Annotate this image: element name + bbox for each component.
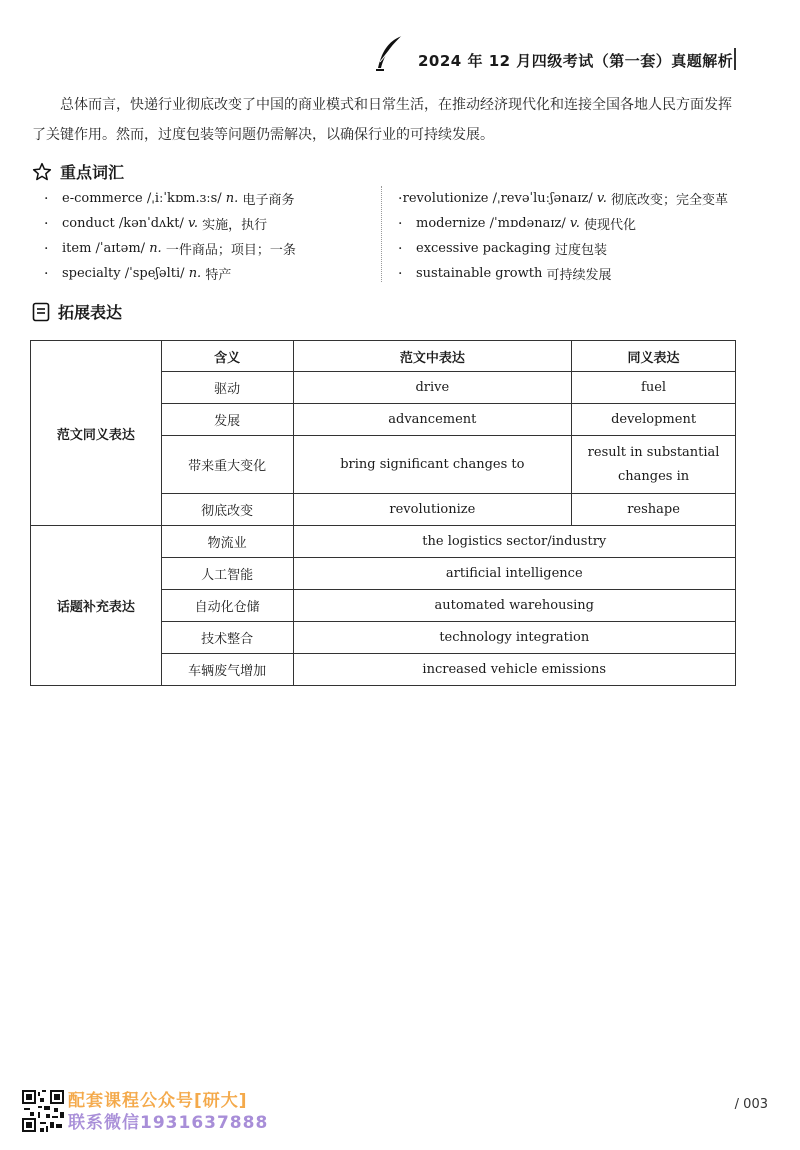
cell-expression: artificial intelligence	[293, 558, 735, 590]
cell-expression: the logistics sector/industry	[293, 526, 735, 558]
cell-essay: advancement	[293, 404, 572, 436]
promo-line-2: 联系微信1931637888	[68, 1113, 269, 1133]
vocab-pos: v.	[188, 216, 198, 231]
cell-meaning: 彻底改变	[161, 494, 293, 526]
vocab-item	[44, 261, 374, 286]
cell-synonym: reshape	[572, 494, 736, 526]
table-row	[31, 526, 736, 558]
cell-expression: technology integration	[293, 622, 735, 654]
vocab-meaning: 一件商品；项目；一条	[165, 243, 296, 258]
vocab-item	[398, 186, 728, 211]
summary-paragraph: 总体而言，快递行业彻底改变了中国的商业模式和日常生活，在推动经济现代化和连接全国各地人民方面发挥了关键作用。然而，过度包装等问题仍需解决，以确保行业的可持续发展。	[32, 97, 732, 143]
vocab-item	[44, 236, 374, 261]
cell-meaning: 驱动	[161, 372, 293, 404]
group-label: 范文同义表达	[31, 341, 162, 526]
vocab-word: specialty	[62, 266, 121, 281]
cell-essay: revolutionize	[293, 494, 572, 526]
expansion-heading	[32, 300, 122, 323]
vocab-item	[44, 211, 374, 236]
vocab-meaning: 彻底改变；完全变革	[610, 193, 728, 208]
cell-meaning: 带来重大变化	[161, 436, 293, 494]
vocab-pos: n.	[149, 241, 162, 256]
vocab-heading	[32, 160, 124, 183]
bullet: ·	[44, 215, 49, 232]
cell-meaning: 自动化仓储	[161, 590, 293, 622]
bullet: ·	[398, 190, 403, 207]
header-divider	[734, 48, 736, 70]
vocab-pos: n.	[225, 191, 239, 206]
vocab-meaning: 实施，执行	[202, 218, 268, 233]
promo-banner	[68, 1090, 268, 1134]
group-label: 话题补充表达	[31, 526, 162, 686]
bullet: ·	[398, 215, 403, 232]
vocab-meaning: 电子商务	[242, 193, 295, 208]
page-header	[372, 34, 740, 74]
bullet: ·	[44, 265, 49, 282]
promo-line-1: 配套课程公众号[研大]	[68, 1091, 248, 1111]
cell-essay: drive	[293, 372, 572, 404]
vocab-right-column	[398, 186, 728, 286]
cell-meaning: 车辆废气增加	[161, 654, 293, 686]
vocab-pron: /ˈaɪtəm/	[95, 241, 146, 256]
vocab-pron: /ˌiːˈkɒm.ɜːs/	[146, 191, 222, 206]
cell-meaning: 物流业	[161, 526, 293, 558]
vocab-pos: v.	[596, 191, 607, 206]
qr-code-icon	[22, 1090, 64, 1132]
cell-synonym: fuel	[572, 372, 736, 404]
bullet: ·	[398, 265, 403, 282]
cell-synonym: result in substantial changes in	[572, 436, 736, 494]
cell-essay: bring significant changes to	[293, 436, 572, 494]
table-header-row	[31, 341, 736, 372]
expansion-table	[30, 340, 736, 686]
vocab-word: revolutionize	[402, 191, 489, 206]
cell-expression: increased vehicle emissions	[293, 654, 735, 686]
vocab-meaning: 过度包装	[554, 243, 607, 258]
feather-pen-icon	[372, 34, 406, 74]
vocab-word: modernize	[416, 216, 486, 231]
vocab-pos: v.	[569, 216, 580, 231]
vocab-word: excessive packaging	[416, 241, 551, 256]
expansion-title: 拓展表达	[58, 303, 123, 322]
bullet: ·	[44, 240, 49, 257]
page-number: / 003	[734, 1097, 768, 1112]
cell-meaning: 发展	[161, 404, 293, 436]
vocab-meaning: 可持续发展	[546, 268, 612, 283]
vocab-left-column	[44, 186, 374, 286]
vocab-pron: /ˈspeʃəlti/	[124, 266, 185, 281]
vocab-pron: /ˌrevəˈluːʃənaɪz/	[492, 191, 593, 206]
vocab-item	[398, 236, 728, 261]
col-header-meaning: 含义	[161, 341, 293, 372]
vocab-word: item	[62, 241, 92, 256]
vocab-word: sustainable growth	[416, 266, 543, 281]
vocab-divider	[381, 186, 382, 282]
vocab-title: 重点词汇	[60, 163, 125, 182]
col-header-essay: 范文中表达	[293, 341, 572, 372]
vocab-item	[398, 211, 728, 236]
vocab-item	[44, 186, 374, 211]
notebook-icon	[32, 302, 50, 322]
cell-meaning: 人工智能	[161, 558, 293, 590]
bullet: ·	[44, 190, 49, 207]
bullet: ·	[398, 240, 403, 257]
cell-meaning: 技术整合	[161, 622, 293, 654]
vocab-word: e-commerce	[62, 191, 143, 206]
vocab-pron: /ˈmɒdənaɪz/	[489, 216, 566, 231]
vocab-pron: /kənˈdʌkt/	[118, 216, 184, 231]
cell-expression: automated warehousing	[293, 590, 735, 622]
col-header-synonym: 同义表达	[572, 341, 736, 372]
vocab-meaning: 使现代化	[583, 218, 636, 233]
vocab-meaning: 特产	[205, 268, 232, 283]
vocab-word: conduct	[62, 216, 115, 231]
cell-synonym: development	[572, 404, 736, 436]
star-icon	[32, 162, 52, 182]
vocab-item	[398, 261, 728, 286]
page-header-title: 2024 年 12 月四级考试（第一套）真题解析	[418, 52, 734, 70]
vocab-pos: n.	[188, 266, 202, 281]
